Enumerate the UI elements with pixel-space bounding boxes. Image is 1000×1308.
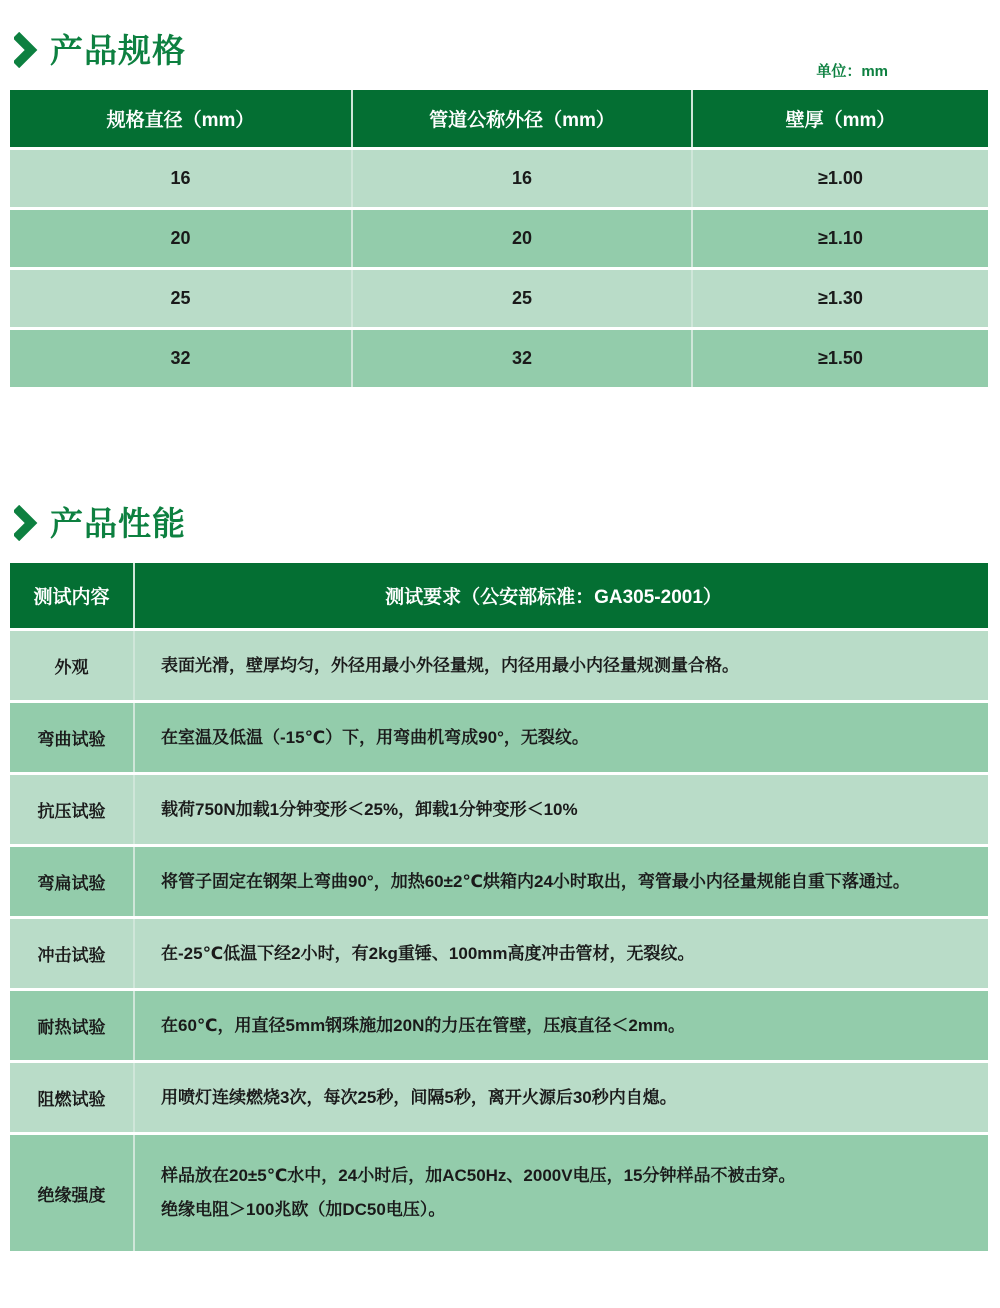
- test-requirement-text: 用喷灯连续燃烧3次，每次25秒，间隔5秒，离开火源后30秒内自熄。: [161, 1087, 677, 1107]
- table-row: [10, 919, 988, 988]
- test-name: 阻燃试验: [37, 1090, 106, 1109]
- spec-col-header-diameter: 规格直径（mm）: [106, 110, 255, 131]
- page-title: 产品规格: [50, 31, 186, 69]
- spec-col-header-outer-diameter: 管道公称外径（mm）: [351, 90, 691, 147]
- table-row: [10, 991, 988, 1060]
- test-name: 弯扁试验: [37, 874, 106, 893]
- spec-cell: 25: [351, 270, 691, 327]
- perf-col-header-test-requirement: 测试要求（公安部标准：GA305-2001）: [133, 563, 988, 628]
- spec-table-header-row: [10, 90, 988, 147]
- table-row: [10, 775, 988, 844]
- spec-cell: 16: [351, 150, 691, 207]
- test-name: 冲击试验: [37, 946, 106, 965]
- test-requirement: [133, 991, 988, 1060]
- spec-cell: 16: [170, 168, 191, 188]
- table-row: [10, 210, 988, 267]
- test-requirement-text: 绝缘电阻＞100兆欧（加DC50电压）。: [161, 1200, 446, 1219]
- test-requirement: [133, 631, 988, 700]
- table-row: [10, 1135, 988, 1251]
- chevron-right-icon: [14, 32, 38, 68]
- spec-cell: ≥1.50: [691, 330, 988, 387]
- table-row: [10, 631, 988, 700]
- table-row: [10, 703, 988, 772]
- spec-section-title: [14, 32, 186, 68]
- test-requirement: [133, 847, 988, 916]
- test-requirement: [133, 1063, 988, 1132]
- test-name: 弯曲试验: [37, 730, 106, 749]
- test-requirement-text: 将管子固定在钢架上弯曲90°，加热60±2℃烘箱内24小时取出，弯管最小内径量规能自重下落通过。: [161, 871, 910, 891]
- test-requirement-text: 在60℃，用直径5mm钢珠施加20N的力压在管壁，压痕直径＜2mm。: [161, 1015, 686, 1035]
- test-name: 耐热试验: [37, 1018, 106, 1037]
- test-requirement-text: 载荷750N加载1分钟变形＜25%，卸载1分钟变形＜10%: [161, 799, 578, 819]
- section-title-text: 产品性能: [50, 504, 186, 542]
- perf-table: [10, 563, 988, 1251]
- table-row: [10, 330, 988, 387]
- test-name: 外观: [54, 658, 89, 677]
- chevron-right-icon: [14, 505, 38, 541]
- table-row: [10, 150, 988, 207]
- table-row: [10, 1063, 988, 1132]
- test-requirement: [133, 775, 988, 844]
- spec-table: [10, 90, 988, 387]
- spec-cell: ≥1.10: [691, 210, 988, 267]
- table-row: [10, 847, 988, 916]
- spec-cell: 32: [351, 330, 691, 387]
- test-name: 抗压试验: [37, 802, 106, 821]
- perf-section-title: [14, 505, 186, 541]
- spec-cell: 20: [351, 210, 691, 267]
- test-requirement: [133, 919, 988, 988]
- test-requirement: [133, 703, 988, 772]
- spec-cell: 20: [170, 228, 191, 248]
- test-requirement-text: 在-25℃低温下经2小时，有2kg重锤、100mm高度冲击管材，无裂纹。: [161, 943, 695, 963]
- test-requirement: [133, 1135, 988, 1251]
- perf-col-header-test-item: 测试内容: [33, 587, 110, 608]
- spec-col-header-wall-thickness: 壁厚（mm）: [691, 90, 988, 147]
- spec-cell: 32: [170, 348, 191, 368]
- test-name: 绝缘强度: [37, 1185, 106, 1205]
- spec-cell: ≥1.30: [691, 270, 988, 327]
- perf-table-header-row: [10, 563, 988, 628]
- table-row: [10, 270, 988, 327]
- spec-cell: ≥1.00: [691, 150, 988, 207]
- unit-label: 单位：mm: [816, 63, 888, 80]
- test-requirement-text: 样品放在20±5℃水中，24小时后，加AC50Hz、2000V电压，15分钟样品不被击穿。: [161, 1166, 796, 1185]
- test-requirement-text: 在室温及低温（-15℃）下，用弯曲机弯成90°，无裂纹。: [161, 727, 589, 747]
- spec-cell: 25: [170, 288, 191, 308]
- test-requirement-text: 表面光滑，壁厚均匀，外径用最小外径量规，内径用最小内径量规测量合格。: [161, 655, 739, 675]
